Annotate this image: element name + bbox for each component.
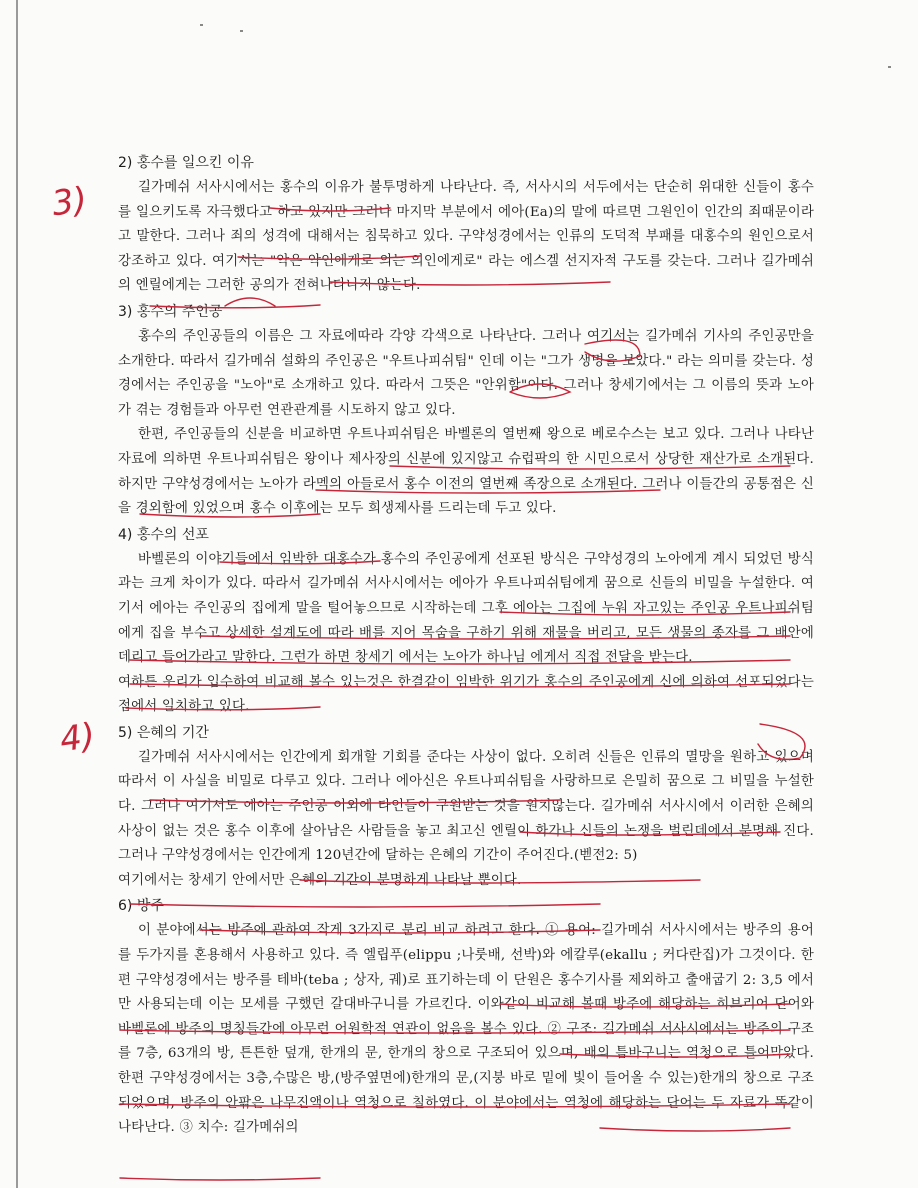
section-flood-proclamation <box>118 522 814 720</box>
scan-speck <box>200 24 203 26</box>
section-heading: 5) 은혜의 기간 <box>118 724 209 741</box>
scan-speck <box>240 30 243 32</box>
section-heading: 2) 홍수를 일으킨 이유 <box>118 155 254 171</box>
margin-note-handwritten: 3) <box>49 179 90 225</box>
section-grace-period <box>118 720 814 894</box>
margin-note-handwritten: 4) <box>57 715 98 761</box>
paragraph: 길가메쉬 서사시에서는 홍수의 이유가 불투명하게 나타난다. 즉, 서사시의 서두에서는 단순히 위대한 신들이 홍수를 일으키도록 자극했다고 하고 있지만 그러나 마지막 부분에서 에아(Ea)의 말에 따르면 그원인이 인간의 죄때문이라고 말한다. 그러나 죄의 성격에 대해서는 침묵하고 있다. 구약성경에서는 인류의 도덕적 부패를 대홍수의 원인으로서 강조하고 있다. 여기서는 "악은 악인에게로 의는 의인에게로" 라는 에스겔 선지자적 구도를 갖는다. 그러나 길가메쉬의 엔릴에게는 그러한 공의가 전혀나타나지 않는다. <box>118 180 814 294</box>
section-heading: 3) 홍수의 주인공 <box>118 303 223 320</box>
section-heading: 4) 홍수의 선포 <box>118 526 209 543</box>
document-body <box>118 150 814 1141</box>
underline-mark <box>120 1178 320 1180</box>
paragraph: 여기에서는 창세기 안에서만 은혜의 기간이 분명하게 나타날 뿐이다. <box>118 872 522 888</box>
section-ark <box>118 893 814 1140</box>
paragraph: 이 분야에서는 방주에 관하여 작게 3가지로 분리 비교 하려고 한다. ① 용어: 길가메쉬 서사시에서는 방주의 용어를 두가지를 혼용해서 사용하고 있다. 즉 엘립푸(elippu ;나룻배, 선박)와 에칼루(ekallu ; 커다란집)가 그것이다. 한편 구약성경에서는 방주를 테바(teba ; 상자, 궤)로 표기하는데 이 단원은 홍수기사를 제외하고 출애굽기 2: 3,5 에서만 사용되는데 이는 모세를 구했던 갈대바구니를 가르킨다. 이와같이 비교해 볼때 방주에 해당하는 히브리어 단어와 바벨론에 방주의 명칭들간에 아무런 어원학적 연관이 없음을 볼수 있다. ② 구조: 길가메쉬 서사시에서는 방주의 구조를 7층, 63개의 방, 튼튼한 덮개, 한개의 문, 한개의 창으로 구조되어 있으며, 배의 틈바구니는 역청으로 틀어막았다. 한편 구약성경에서는 3층,수많은 방,(방주옆면에)한개의 문,(지붕 바로 밑에 빛이 들어올 수 있는)한개의 창으로 구조되었으며, 방주의 안팎은 나무진액이나 역청으로 칠하였다. 이 분야에서는 역청에 해당하는 단어는 두 자료가 똑같이 나타난다. ③ 치수: 길가메쉬의 <box>118 923 814 1136</box>
page-binding-edge <box>16 0 18 1188</box>
paragraph: 한편, 주인공들의 신분을 비교하면 우트나피쉬팀은 바벨론의 열번째 왕으로 베로수스는 보고 있다. 그러나 나타난 자료에 의하면 우트나피쉬팀은 왕이나 제사장의 신분에 있지않고 슈럽팍의 한 시민으로서 상당한 재산가로 소개된다. 하지만 구약성경에서는 노아가 라멕의 아들로서 홍수 이전의 열번째 족장으로 소개된다. 그러나 이들간의 공통점은 신을 경외함에 있었으며 홍수 이후에는 모두 희생제사를 드리는데 두고 있다. <box>118 427 814 517</box>
paragraph: 길가메쉬 서사시에서는 인간에게 회개할 기회를 준다는 사상이 없다. 오히려 신들은 인류의 멸망을 원하고 있으며 따라서 이 사실을 비밀로 다루고 있다. 그러나 에아신은 우트나피쉬팀을 사랑하므로 은밀히 꿈으로 그 비밀을 누설한다. 그러나 여기서도 에아는 주인공 이외에 타인들이 구원받는 것을 원치않는다. 길가메쉬 서사시에서 이러한 은혜의 사상이 없는 것은 홍수 이후에 살아남은 사람들을 놓고 최고신 엔릴이 화가나 신들의 논쟁을 벌린데에서 분명해 진다. 그러나 구약성경에서는 인간에게 120년간에 달하는 은혜의 기간이 주어진다.(벧전2: 5) <box>118 749 814 864</box>
paragraph: 홍수의 주인공들의 이름은 그 자료에따라 각양 각색으로 나타난다. 그러나 여기서는 길가메쉬 기사의 주인공만을 소개한다. 따라서 길가메쉬 설화의 주인공은 "우트나피쉬팀" 인데 이는 "그가 생명을 보았다." 라는 의미를 갖는다. 성경에서는 주인공을 "노아"로 소개하고 있다. 따라서 그뜻은 "안위함"이다. 그러나 창세기에서는 그 이름의 뜻과 노아가 겪는 경험들과 아무런 연관관계를 시도하지 않고 있다. <box>118 328 814 418</box>
scan-speck <box>888 66 891 68</box>
section-flood-cause <box>118 150 814 299</box>
paragraph: 바벨론의 이야기들에서 임박한 대홍수가 홍수의 주인공에게 선포된 방식은 구약성경의 노아에게 계시 되었던 방식과는 크게 차이가 있다. 따라서 길가메쉬 서사시에서는 에아가 우트나피쉬팀에게 꿈으로 신들의 비밀을 누설한다. 여기서 에아는 주인공의 집에게 말을 털어놓으므로 시작하는데 그후 에아는 그집에 누워 자고있는 주인공 우트나피쉬팀에게 집을 부수고 상세한 설계도에 따라 배를 지어 목숨을 구하기 위해 재물을 버리고, 모든 생물의 종자를 그 배안에 데리고 들어가라고 말한다. 그런가 하면 창세기 에서는 노아가 하나님 에게서 직접 전달을 받는다. <box>118 551 814 666</box>
section-heading: 6) 방주 <box>118 898 164 915</box>
section-flood-hero <box>118 299 814 522</box>
paragraph: 여하튼 우리가 입수하여 비교해 볼수 있는것은 한결같이 임박한 위기가 홍수의 주인공에게 신에 의하여 선포되었다는 점에서 일치하고 있다. <box>118 674 814 715</box>
